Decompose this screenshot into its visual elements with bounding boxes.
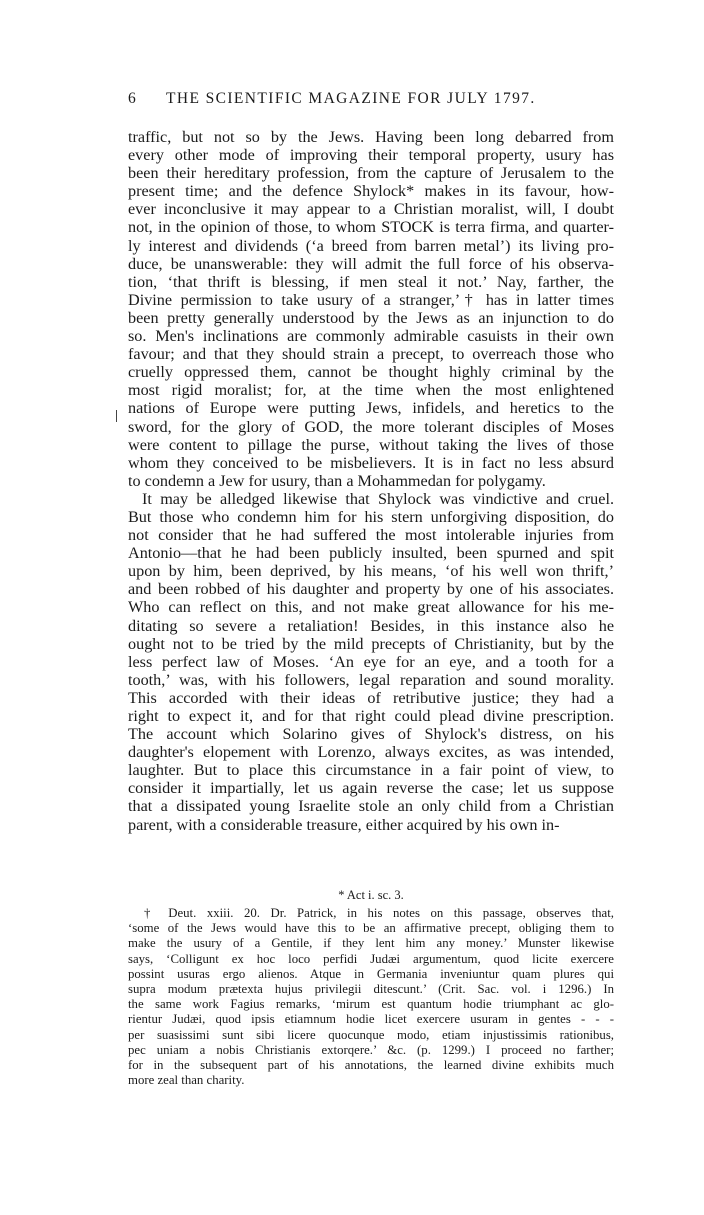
body-line: This accorded with their ideas of retributive justice; they had a <box>128 688 614 707</box>
body-line: nations of Europe were putting Jews, infidels, and heretics to the <box>128 399 614 418</box>
running-title: THE SCIENTIFIC MAGAZINE FOR JULY 1797. <box>166 90 536 107</box>
footnote-line: says, ‘Colligunt ex hoc loco perfidi Judæi argumentum, quod licite exercere <box>128 951 614 966</box>
body-line: not consider that he had suffered the most intolerable injuries from <box>128 526 614 545</box>
body-line: ly interest and dividends (‘a breed from barren metal’) its living pro- <box>128 236 614 255</box>
body-line: But those who condemn him for his stern unforgiving disposition, do <box>128 507 614 526</box>
footnote-line: for in the subsequent part of his annotations, the learned divine exhibits much <box>128 1057 614 1072</box>
footnote-line: † Deut. xxiii. 20. Dr. Patrick, in his notes on this passage, observes that, <box>144 906 614 920</box>
body-line: cruelly oppressed them, cannot be thought highly criminal by the <box>128 363 614 382</box>
body-line: The account which Solarino gives of Shylock's distress, on his <box>128 725 614 744</box>
footnote-line: the same work Fagius remarks, ‘mirum est quantum hodie triumphant ac glo- <box>128 997 614 1012</box>
body-line: ought not to be tried by the mild precepts of Christianity, but by the <box>128 634 614 653</box>
body-line: consider it impartially, let us again reverse the case; let us suppose <box>128 779 614 798</box>
body-line: ever inconclusive it may appear to a Christian moralist, will, I doubt <box>128 200 614 219</box>
body-line: whom they conceived to be misbelievers. It is in fact no less absurd <box>128 453 614 472</box>
body-line: tooth,’ was, with his followers, legal reparation and sound morality. <box>128 670 614 689</box>
body-line: were content to pillage the purse, without taking the lives of those <box>128 435 614 454</box>
body-line: Antonio—that he had been publicly insulted, been spurned and spit <box>128 544 614 563</box>
footnote-line: supra modum prætexta hujus privilegii ditescunt.’ (Crit. Sac. vol. i 1296.) In <box>128 981 614 996</box>
body-line: It may be alledged likewise that Shylock was vindictive and cruel. <box>142 489 614 508</box>
footnote-text <box>128 906 614 1088</box>
footnote-line: per suasissimi sunt sibi licere quocunque modo, etiam injustissimis rationibus, <box>128 1027 614 1042</box>
body-line: laughter. But to place this circumstance in a fair point of view, to <box>128 761 614 780</box>
footnote-line: make the usury of a Gentile, if they lent him any money.’ Munster likewise <box>128 936 614 951</box>
body-line: been pretty generally understood by the Jews as an injunction to do <box>128 308 614 327</box>
footnote-line: rientur Judæi, quod ipsis etiamnum hodie licet exercere usuram in gentes - - - <box>128 1012 614 1027</box>
body-line: most rigid moralist; for, at the time when the most enlightened <box>128 381 614 400</box>
body-line: sword, for the glory of GOD, the more tolerant disciples of Moses <box>128 417 614 436</box>
body-line: tion, ‘that thrift is blessing, if men steal it not.’ Nay, farther, the <box>128 272 614 291</box>
body-line: that a dissipated young Israelite stole an only child from a Christian <box>128 797 614 816</box>
body-line: duce, be unanswerable: they will admit the full force of his observa- <box>128 254 614 273</box>
body-line: present time; and the defence Shylock* makes in its favour, how- <box>128 182 614 201</box>
body-line: favour; and that they should strain a precept, to overreach those who <box>128 345 614 364</box>
page-number: 6 <box>128 90 138 107</box>
body-line: less perfect law of Moses. ‘An eye for an eye, and a tooth for a <box>128 652 614 671</box>
body-line: daughter's elopement with Lorenzo, always excites, as was intended, <box>128 743 614 762</box>
body-line: right to expect it, and for that right could plead divine prescription. <box>128 707 614 725</box>
body-line: upon by him, been deprived, by his means, ‘of his well won thrift,’ <box>128 562 614 581</box>
body-line: traffic, but not so by the Jews. Having been long debarred from <box>128 128 614 146</box>
footnote-line: possint usuras ergo alienos. Atque in Germania inveniuntur quam plures qui <box>128 966 614 981</box>
margin-mark <box>116 410 117 422</box>
body-line: and been robbed of his daughter and property by one of his associates. <box>128 580 614 599</box>
footnote-line: ‘some of the Jews would have this to be an affirmative precept, obliging them to <box>128 921 614 936</box>
body-line: every other mode of improving their temporal property, usury has <box>128 146 614 165</box>
footnote-line: more zeal than charity. <box>128 1073 245 1088</box>
body-line: parent, with a considerable treasure, either acquired by his own in- <box>128 815 560 834</box>
footnote-line: pec uniam a nobis Christianis extorqere.’ &c. (p. 1299.) I proceed no farther; <box>128 1042 614 1057</box>
body-line: not, in the opinion of those, to whom STOCK is terra firma, and quarter- <box>128 218 614 237</box>
body-line: ditating so severe a retaliation! Besides, in this instance also he <box>128 616 614 635</box>
body-line: been their hereditary profession, from the capture of Jerusalem to the <box>128 164 614 183</box>
body-line: to condemn a Jew for usury, than a Mohammedan for polygamy. <box>128 471 546 490</box>
body-line: Divine permission to take usury of a stranger,’† has in latter times <box>128 290 614 309</box>
body-text <box>128 128 614 834</box>
footnote-reference: * Act i. sc. 3. <box>338 888 404 902</box>
body-line: Who can reflect on this, and not make great allowance for his me- <box>128 598 614 617</box>
body-line: so. Men's inclinations are commonly admirable casuists in their own <box>128 327 614 346</box>
